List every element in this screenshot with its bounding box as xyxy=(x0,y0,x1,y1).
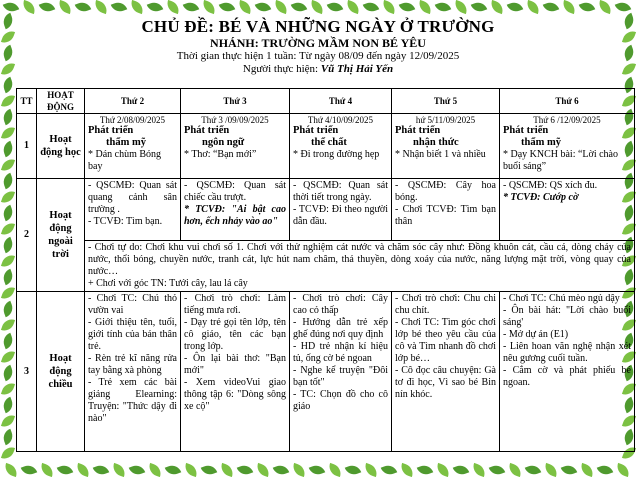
leaf-decoration xyxy=(471,463,488,477)
leaf-decoration xyxy=(1,125,15,142)
leaf-decoration xyxy=(1,285,15,302)
leaf-decoration xyxy=(1,173,15,190)
header-day: Thứ 5 xyxy=(392,89,500,114)
leaf-decoration xyxy=(255,463,272,477)
leaf-decoration xyxy=(1,349,15,366)
table-cell xyxy=(181,179,290,241)
leaf-decoration xyxy=(39,463,56,477)
cell-date: Thứ 6 /12/09/2025 xyxy=(533,115,601,125)
cell-content: - TC: Chọn đồ cho cô giáo xyxy=(293,389,388,412)
free-play-text: - Chơi tự do: Chơi khu vui chơi số 1. Chơi với thử nghiệm cát nước và chăm sóc cây như: Đồng khuôn cát, cầu cá, dòng chảy của nước, thổi bóng, chuyền nước, tranh cát, lực hút nam châm, thả thuyền, dòng xoáy của nước, năng lượng mặt trời, vòng quay của nước… xyxy=(88,242,631,277)
cell-content: - Giới thiệu tên, tuổi, giới tính của bản thân trẻ. xyxy=(88,317,177,352)
row-number: 1 xyxy=(17,114,37,179)
row-number: 3 xyxy=(17,292,37,452)
leaf-decoration xyxy=(507,0,524,14)
leaf-decoration xyxy=(597,0,614,14)
table-cell xyxy=(85,179,181,241)
leaf-decoration xyxy=(291,0,308,14)
weekly-plan-table xyxy=(16,88,635,452)
leaf-decoration xyxy=(1,381,15,398)
cell-content: - Chơi trò chơi: Chu chi chu chít. xyxy=(395,293,496,316)
leaf-decoration xyxy=(93,463,110,477)
table-cell xyxy=(290,292,392,452)
cell-content: * Dán chùm Bóng bay xyxy=(88,149,162,172)
leaf-decoration xyxy=(111,463,128,477)
activity-name: Hoạt động chiều xyxy=(37,292,85,452)
cell-content: - TCVĐ: Tìm bạn. xyxy=(88,216,163,227)
leaf-decoration xyxy=(57,463,74,477)
leaf-decoration xyxy=(1,253,15,270)
cell-content: * Dạy KNCH bài: “Lời chào buổi sáng” xyxy=(503,149,618,172)
cell-content: - Chơi trò chơi: Làm tiếng mưa rơi. xyxy=(184,293,286,316)
cell-content: - Chơi TC: Chú mèo ngủ dậy xyxy=(503,293,620,304)
leaf-decoration xyxy=(417,0,434,14)
table-header-row xyxy=(17,89,635,114)
leaf-decoration xyxy=(525,463,542,477)
header-day: Thứ 3 xyxy=(181,89,290,114)
cell-subject: ngôn ngữ xyxy=(202,137,245,148)
leaf-decoration xyxy=(273,0,290,14)
leaf-decoration xyxy=(615,463,632,477)
cell-date: Thứ 4/10/09/2025 xyxy=(307,115,374,125)
leaf-decoration xyxy=(291,463,308,477)
leaf-decoration xyxy=(1,365,15,382)
leaf-decoration xyxy=(363,0,380,14)
cell-subject: thẩm mỹ xyxy=(106,137,146,148)
cell-content: * Nhận biết 1 và nhiều xyxy=(395,149,486,160)
executor-line xyxy=(0,63,636,76)
leaf-decoration xyxy=(345,0,362,14)
table-cell xyxy=(290,114,392,179)
leaf-decoration xyxy=(183,0,200,14)
leaf-decoration xyxy=(147,0,164,14)
leaf-decoration xyxy=(1,237,15,254)
cell-content: - Nghe kể truyện "Đôi bạn tốt" xyxy=(293,365,388,388)
table-row xyxy=(17,241,635,292)
cell-content: - Mở dự án (E1) xyxy=(503,329,569,340)
cell-subject: thẩm mỹ xyxy=(521,137,561,148)
cell-content: - Cắm cờ và phát phiếu bé ngoan. xyxy=(503,365,631,388)
leaf-decoration xyxy=(489,463,506,477)
leaf-decoration xyxy=(165,463,182,477)
cell-content: - Trẻ xem các bài giảng Elearning: Truyện: "Thức dậy đi nào" xyxy=(88,377,177,424)
leaf-decoration xyxy=(21,463,38,477)
leaf-decoration xyxy=(147,463,164,477)
leaf-decoration xyxy=(345,463,362,477)
leaf-decoration xyxy=(471,0,488,14)
leaf-decoration xyxy=(57,0,74,14)
executor-label: Người thực hiện: xyxy=(242,63,321,75)
leaf-decoration xyxy=(525,0,542,14)
leaf-decoration xyxy=(1,269,15,286)
leaf-decoration xyxy=(327,463,344,477)
activity-name: Hoạt động học xyxy=(37,114,85,179)
leaf-decoration xyxy=(129,0,146,14)
leaf-decoration xyxy=(453,463,470,477)
cell-content: * TCVĐ: "Ai bật cao hơn, ếch nhảy vào ao" xyxy=(184,204,286,227)
header-day: Thứ 4 xyxy=(290,89,392,114)
period-line: Thời gian thực hiện 1 tuần: Từ ngày 08/09 đến ngày 12/09/2025 xyxy=(176,50,460,62)
leaf-decoration xyxy=(219,463,236,477)
leaf-decoration xyxy=(1,77,15,94)
leaf-decoration xyxy=(435,463,452,477)
cell-date: hứ 5/11/09/2025 xyxy=(415,115,476,125)
leaf-decoration xyxy=(417,463,434,477)
leaf-decoration xyxy=(39,0,56,14)
branch-title: NHÁNH: TRƯỜNG MẦM NON BÉ YÊU xyxy=(210,36,426,50)
cell-content: - QSCMĐ: Quan sát thời tiết trong ngày. xyxy=(293,180,388,203)
leaf-decoration xyxy=(579,0,596,14)
cell-content: * Đi trong đường hẹp xyxy=(293,149,380,160)
cell-subject: thể chất xyxy=(311,137,347,148)
leaf-decoration xyxy=(1,157,15,174)
leaf-decoration xyxy=(327,0,344,14)
table-cell xyxy=(500,292,635,452)
table-row xyxy=(17,179,635,241)
cell-content: - QSCMĐ: Quan sát chiếc cầu trượt. xyxy=(184,180,286,203)
leaf-decoration xyxy=(75,0,92,14)
leaf-decoration xyxy=(1,109,15,126)
leaf-decoration xyxy=(1,445,15,462)
table-cell xyxy=(181,292,290,452)
cell-content: - QSCMĐ: Quan sát quang cảnh sân trường . xyxy=(88,180,177,215)
cell-content: - Chơi trò chơi: Cây cao cỏ thấp xyxy=(293,293,388,316)
leaf-decoration xyxy=(1,397,15,414)
cell-subject: nhận thức xyxy=(413,137,459,148)
leaf-decoration xyxy=(399,0,416,14)
free-play-cell xyxy=(85,241,635,292)
table-cell xyxy=(290,179,392,241)
header-day: Thứ 6 xyxy=(500,89,635,114)
cell-content: - Chơi TC: Tìm góc chơi lớp bé theo yêu cầu của cô và Tìm nhanh đồ chơi lớp bé… xyxy=(395,317,496,364)
table-cell xyxy=(500,114,635,179)
leaf-decoration xyxy=(75,463,92,477)
table-row xyxy=(17,114,635,179)
leaf-decoration xyxy=(111,0,128,14)
cell-content: - Chơi TCVĐ: Tìm bạn thân xyxy=(395,204,496,227)
cell-content: * Thơ: “Bạn mới” xyxy=(184,149,257,160)
cell-subject: Phát triển xyxy=(395,125,441,136)
leaf-decoration xyxy=(489,0,506,14)
leaf-decoration xyxy=(453,0,470,14)
leaf-decoration xyxy=(309,0,326,14)
leaf-decoration xyxy=(543,0,560,14)
leaf-decoration xyxy=(1,221,15,238)
leaf-decoration xyxy=(561,463,578,477)
leaf-decoration xyxy=(201,463,218,477)
cell-content: - Ôn lại bài thơ: "Bạn mới" xyxy=(184,353,286,376)
leaf-decoration xyxy=(93,0,110,14)
leaf-decoration xyxy=(1,301,15,318)
cell-content: * TCVĐ: Cướp cờ xyxy=(503,192,579,203)
table-row xyxy=(17,292,635,452)
cell-subject: Phát triển xyxy=(503,125,549,136)
cell-content: - HD trẻ nhận kí hiệu tủ, ống cờ bé ngoan xyxy=(293,341,388,364)
leaf-decoration xyxy=(1,189,15,206)
leaf-decoration xyxy=(1,413,15,430)
leaf-decoration xyxy=(1,429,15,446)
cell-subject: Phát triển xyxy=(184,125,230,136)
cell-content: - Ôn bài hát: "Lời chào buổi sáng' xyxy=(503,305,631,328)
activity-name: Hoạt động ngoài trời xyxy=(37,179,85,292)
leaf-decoration xyxy=(309,463,326,477)
leaf-decoration xyxy=(1,317,15,334)
table-cell xyxy=(392,179,500,241)
cell-content: - Dạy trẻ gọi tên lớp, tên cô giáo, tên các bạn trong lớp. xyxy=(184,317,286,352)
table-cell xyxy=(392,114,500,179)
leaf-decoration xyxy=(183,463,200,477)
leaf-decoration xyxy=(435,0,452,14)
leaf-decoration xyxy=(255,0,272,14)
leaf-decoration xyxy=(237,0,254,14)
leaf-decoration xyxy=(219,0,236,14)
executor-name: Vũ Thị Hải Yến xyxy=(320,63,394,75)
cell-date: Thứ 2/08/09/2025 xyxy=(99,115,166,125)
free-play-text: + Chơi với góc TN: Tưới cây, lau lá cây xyxy=(88,278,248,289)
leaf-decoration xyxy=(579,463,596,477)
leaf-decoration xyxy=(3,463,20,477)
table-cell xyxy=(181,114,290,179)
page-title: CHỦ ĐỀ: BÉ VÀ NHỮNG NGÀY Ở TRƯỜNG xyxy=(141,17,495,36)
table-cell xyxy=(85,292,181,452)
leaf-decoration xyxy=(165,0,182,14)
leaf-decoration xyxy=(399,463,416,477)
leaf-decoration xyxy=(1,93,15,110)
cell-content: - QSCMĐ: QS xích đu. xyxy=(503,180,598,191)
leaf-decoration xyxy=(615,0,632,14)
cell-content: - Cô đọc câu chuyện: Gà tơ đi học, Vì sao bé Bin nín khóc. xyxy=(395,365,496,400)
leaf-decoration xyxy=(129,463,146,477)
cell-content: - Rèn trẻ kĩ năng rửa tay bằng xà phòng xyxy=(88,353,177,376)
leaf-decoration xyxy=(21,0,38,14)
leaf-decoration xyxy=(543,463,560,477)
row-number: 2 xyxy=(17,179,37,292)
cell-date: Thứ 3 /09/09/2025 xyxy=(201,115,269,125)
leaf-decoration xyxy=(237,463,254,477)
header-stt: TT xyxy=(17,89,37,114)
cell-content: - Chơi TC: Chú thỏ vườn vai xyxy=(88,293,177,316)
cell-content: - Xem videoVui giao thông tập 6: "Dòng sông xe cộ" xyxy=(184,377,286,412)
leaf-decoration xyxy=(201,0,218,14)
header-activity: HOẠT ĐỘNG xyxy=(37,89,85,114)
cell-content: - Hướng dẫn trẻ xếp ghế đúng nơi quy định xyxy=(293,317,388,340)
leaf-decoration xyxy=(1,141,15,158)
cell-content: - QSCMĐ: Cây hoa bóng. xyxy=(395,180,496,203)
document-header xyxy=(0,17,636,76)
leaf-decoration xyxy=(3,0,20,14)
header-day: Thứ 2 xyxy=(85,89,181,114)
cell-subject: Phát triển xyxy=(88,125,134,136)
table-cell xyxy=(500,179,635,241)
leaf-decoration xyxy=(363,463,380,477)
leaf-decoration xyxy=(597,463,614,477)
leaf-decoration xyxy=(561,0,578,14)
leaf-decoration xyxy=(381,0,398,14)
table-cell xyxy=(85,114,181,179)
leaf-decoration xyxy=(273,463,290,477)
leaf-decoration xyxy=(1,333,15,350)
leaf-decoration xyxy=(1,205,15,222)
table-cell xyxy=(392,292,500,452)
leaf-decoration xyxy=(381,463,398,477)
cell-content: - TCVĐ: Đi theo người dẫn đầu. xyxy=(293,204,388,227)
leaf-decoration xyxy=(507,463,524,477)
cell-subject: Phát triển xyxy=(293,125,339,136)
cell-content: - Liên hoan văn nghệ nhận xét nêu gương cuối tuần. xyxy=(503,341,631,364)
